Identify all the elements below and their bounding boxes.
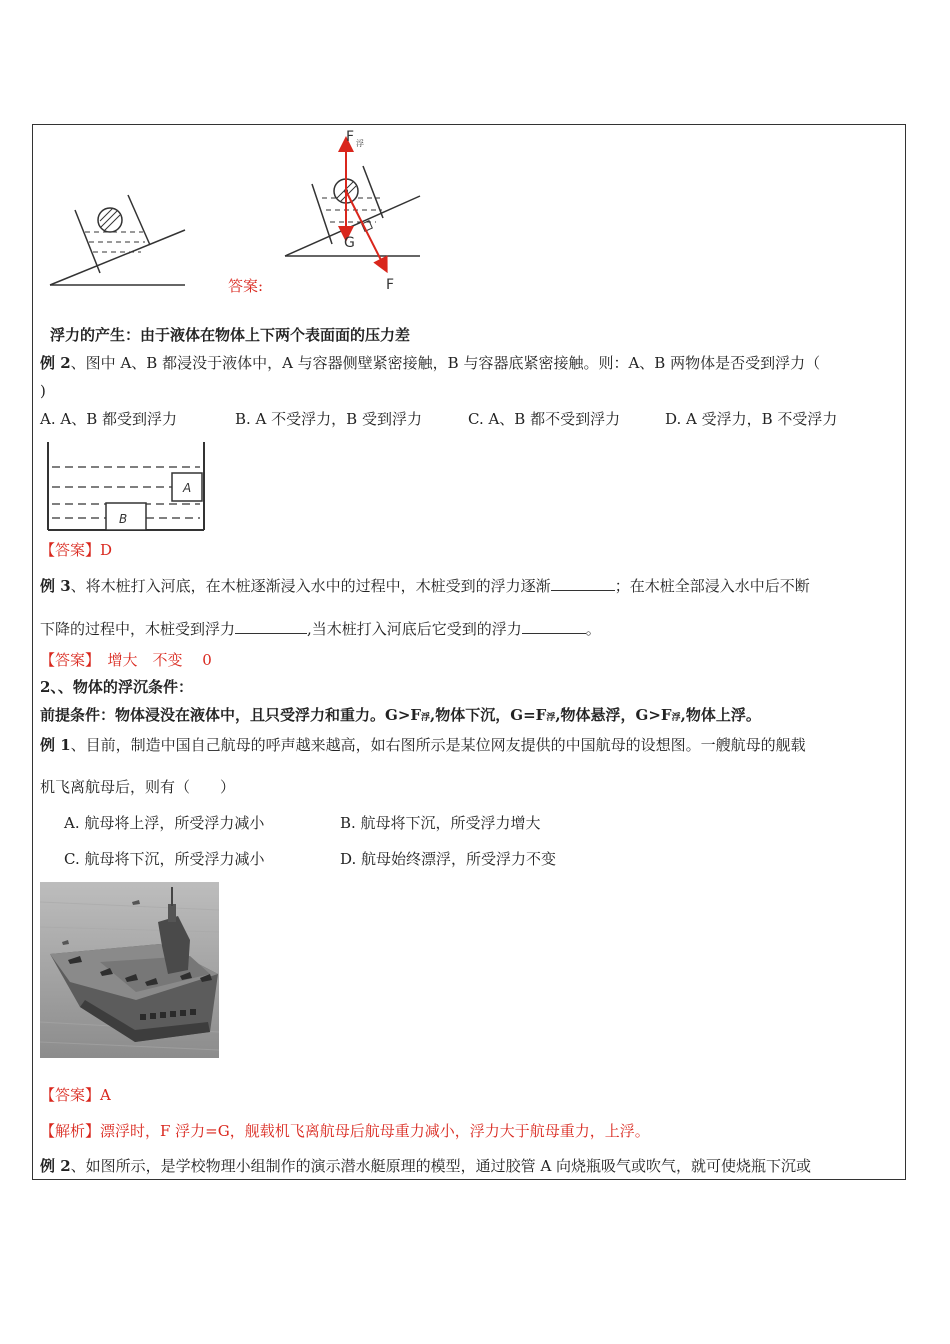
force-diagram-figure — [280, 126, 425, 296]
ex1-question-line2: 机飞离航母后，则有（ ） — [40, 778, 236, 796]
figure-answer-label: 答案: — [228, 277, 264, 295]
ex3-question-line1: 例 3、将木桩打入河底，在木桩逐渐浸入水中的过程中，木桩受到的浮力逐渐 ；在木桩全部浸入水中后不断 — [40, 577, 810, 595]
ex2-question-line2: ) — [40, 382, 46, 400]
gravity-label: G — [344, 235, 355, 251]
section2-premise: 前提条件：物体浸没在液体中，且只受浮力和重力。G>F浮,物体下沉，G=F浮,物体悬浮，G>F浮,物体上浮。 — [40, 706, 761, 724]
ex2b-question: 例 2、如图所示，是学校物理小组制作的演示潜水艇原理的模型，通过胶管 A 向烧瓶吸气或吹气，就可使烧瓶下沉或 — [40, 1157, 812, 1175]
ex2-question-line1: 例 2、图中 A、B 都浸没于液体中，A 与容器侧壁紧密接触，B 与容器底紧密接触。则：A、B 两物体是否受到浮力（ — [40, 354, 821, 372]
ex1-answer: 【答案】A — [40, 1086, 111, 1104]
ex1-option-a: A. 航母将上浮，所受浮力减小 — [64, 814, 265, 832]
incline-container-figure — [45, 190, 190, 290]
ex3-answer: 【答案】 增大 不变 0 — [40, 651, 212, 669]
ex3-question-line2: 下降的过程中，木桩受到浮力 ,当木桩打入河底后它受到的浮力 。 — [40, 620, 601, 638]
ex2-container-figure — [44, 440, 208, 532]
force-label: F — [386, 277, 395, 293]
block-b-label: B — [119, 512, 128, 526]
block-a-label: A — [183, 481, 192, 495]
ex2-option-d: D. A 受浮力，B 不受浮力 — [665, 410, 838, 428]
ex2-option-b: B. A 不受浮力，B 受到浮力 — [235, 410, 422, 428]
buoyancy-origin-heading: 浮力的产生：由于液体在物体上下两个表面面的压力差 — [50, 326, 411, 344]
ex1-analysis: 【解析】漂浮时，F 浮力=G，舰载机飞离航母后航母重力减小，浮力大于航母重力，上浮。 — [40, 1122, 650, 1140]
ex2-option-a: A. A、B 都受到浮力 — [40, 410, 177, 428]
ex2-option-c: C. A、B 都不受到浮力 — [468, 410, 621, 428]
ex1-option-d: D. 航母始终漂浮，所受浮力不变 — [340, 850, 557, 868]
buoyancy-force-sub: 浮 — [356, 139, 364, 148]
aircraft-carrier-photo — [40, 882, 219, 1058]
section2-title: 2、、物体的浮沉条件： — [40, 678, 193, 696]
ex1-option-c: C. 航母将下沉，所受浮力减小 — [64, 850, 265, 868]
ex1-option-b: B. 航母将下沉，所受浮力增大 — [340, 814, 541, 832]
ex1-question-line1: 例 1、目前，制造中国自己航母的呼声越来越高，如右图所示是某位网友提供的中国航母的设想图。一艘航母的舰载 — [40, 736, 806, 754]
buoyancy-force-label: F — [346, 129, 355, 145]
ex2-answer: 【答案】D — [40, 541, 113, 559]
